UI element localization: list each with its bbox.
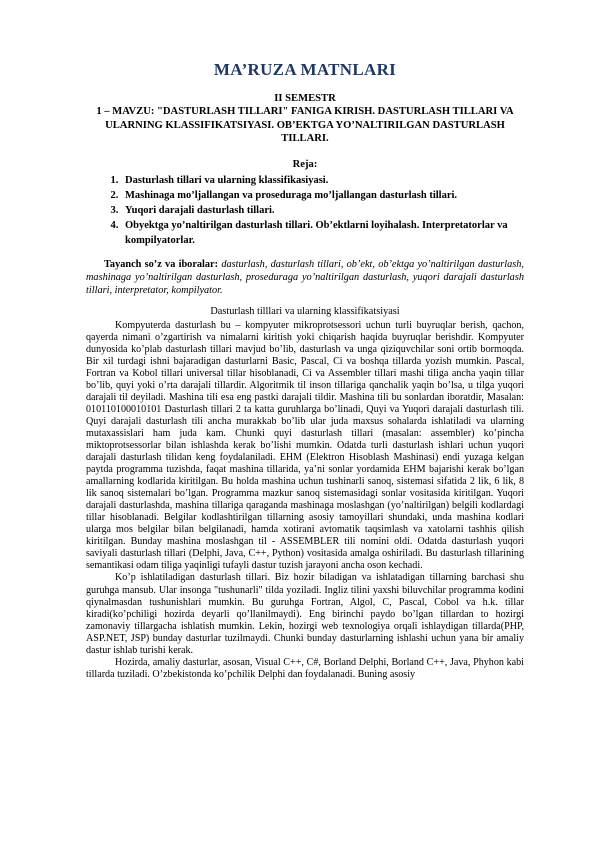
keywords-paragraph bbox=[86, 258, 524, 297]
plan-item: 4. Obyektga yo’naltirilgan dasturlash tillari. Ob’ektlarni loyihalash. Interpretatorlar va kompilyatorlar. bbox=[121, 218, 524, 248]
keywords-label: Tayanch so’z va iboralar: bbox=[104, 258, 219, 270]
body-paragraph: Hozirda, amaliy dasturlar, asosan, Visual C++, C#, Borland Delphi, Borland C++, Java, Phyhon kabi tillarda tuziladi. O’zbekistonda ko’pchilik Delphi dan foydalanadi. Buning asosiy bbox=[86, 656, 524, 680]
plan-item: 1. Dasturlash tillari va ularning klassifikasiyasi. bbox=[121, 173, 524, 188]
body-paragraph: Kompyuterda dasturlash bu – kompyuter mikroprotsessori uchun turli buyruqlar berish, qachon, qayerda nimani o’zgartirish va nimalarni kiritish yoki chiqarish haqida buyruqlar berishdir. Kompyuter dunyosida ko’plab dasturlash tillari mavjud bo’lib, dasturlash va unga qiziquvchilar soni ortib bormoqda. Bir xil turdagi ishni bajaradigan dasturlarni Basic, Pascal, Ci va boshqa tillarda yozish mumkin. Pascal, Fortran va Kobol tillari universal tillar hisoblanadi, Ci va Assembler tillari mashi tiliga ancha yaqin tillar bo’lib, quyi yoki o’rta darajali tillardir. Algoritmik til inson tillariga qanchalik yaqin bo’lsa, u tilga yuqori darajali til deyiladi. Mashina tili esa eng pastki darajali tildir. Mashina tili bu sonlardan iboratdir, Masalan: 010110100010101 Dasturlash tillari 2 ta katta guruhlarga bo’linadi, Quyi va Yuqori darajali dasturlash tili. Quyi darajali dasturlash tili ancha murakkab bo’lib ular juda maxsus sohalarda ishlatiladi va ularning mutaxassislari ham juda kam. Chunki quyi dasturlash tillari (masalan: assembler) ko’pincha miktoprotsessorlar bilan ishlashda kerak bo’lishi mumkin. Odatda turli dasturlash ishlari uchun yuqori darajali dasturlash tilidan keng foydalaniladi. EHM (Elektron Hisoblash Mashinasi) endi yuzaga kelgan paytda programma tuzishda, faqat mashina tillarida, ya’ni sonlar yordamida EHM bajarishi kerak bo’lgan amallarning kodlarida kiritilgan. Bu holda mashina uchun tushinarli sanoq, sistemasi sifatida 2 lik, 6 lik, 8 lik sanoq sistemalari bo’lgan. Programma mazkur sanoq sistemasidagi sonlar vositasida kiritilgan. Yuqori darajali dasturlashda, mashina tillariga qaraganda mashinaga moslashgan (yo’naltirilgan) belgili kodlardagi tillar hisoblanadi. Belgilar kodlashtirilgan tillarning asosiy tamoyillari shundaki, unda mashina kodlari ularga mos belgilar bilan belgilanadi, hamda xotirani avtomatik taqsimlash va xatolarni tashhis qilish kiritilgan. Bunday mashina moslashgan til - ASSEMBLER tili nomini oldi. Odatda dasturlash yuqori saviyali dasturlash tillari (Delphi, Java, C++, Python) vositasida amalga oshiriladi. Bu dasturlash tillarining semantikasi odam tiliga yaqinligi tufayli dastur tuzish jarayoni ancha oson kechadi. bbox=[86, 319, 524, 572]
plan-heading: Reja: bbox=[292, 158, 318, 170]
topic-heading: 1 – MAVZU: "DASTURLASH TILLARI" FANIGA KIRISH. DASTURLASH TILLARI VA ULARNING KLASSIFIKATSIYASI. OB’EKTGA YO’NALTIRILGAN DASTURLASH TILLARI. bbox=[96, 106, 514, 144]
plan-item: 3. Yuqori darajali dasturlash tillari. bbox=[121, 203, 524, 218]
plan-list bbox=[86, 173, 524, 248]
document-title: MA’RUZA MATNLARI bbox=[213, 60, 397, 79]
keywords-text: dasturlash, dasturlash tillari, ob’ekt, ob’ektga yo’naltirilgan dasturlash, mashinaga yo’naltirilgan dasturlash, proseduraga yo’naltirilgan dasturlash, yuqori darajali dasturlash tillari, interpretator, kompilyator. bbox=[86, 258, 524, 296]
section-title: Dasturlash tilllari va ularning klassifikatsiyasi bbox=[210, 305, 400, 317]
semester-heading: II SEMESTR bbox=[274, 93, 336, 104]
plan-item: 2. Mashinaga mo’ljallangan va proseduraga mo’ljallangan dasturlash tillari. bbox=[121, 188, 524, 203]
body-paragraph: Ko’p ishlatiladigan dasturlash tillari. Biz hozir biladigan va ishlatadigan tillarning barchasi shu guruhga mansub. Ular insonga "tushunarli" tilda yoziladi. Ingliz tilini yaxshi biluvchilar programma kodini qiynalmasdan tushunishlari mumkin. Bu guruhga Fortran, Algol, C, Pascal, Cobol va h.k. tillar kiradi(ko’pchiligi hozirda deyarli qo’llanilmaydi). Eng birinchi paydo bo’lgan tillardan to hozirgi zamonaviy tillargacha ishlatish mumkin. Lekin, hozirgi web texnologiya orqali ishlaydigan tillarda(PHP, ASP.NET, JSP) bunday dasturlar tuzilmaydi. Chunki bunday dasturlarning ishlashi uchun yana bir amaliy dastur ishlab turishi kerak. bbox=[86, 572, 524, 656]
